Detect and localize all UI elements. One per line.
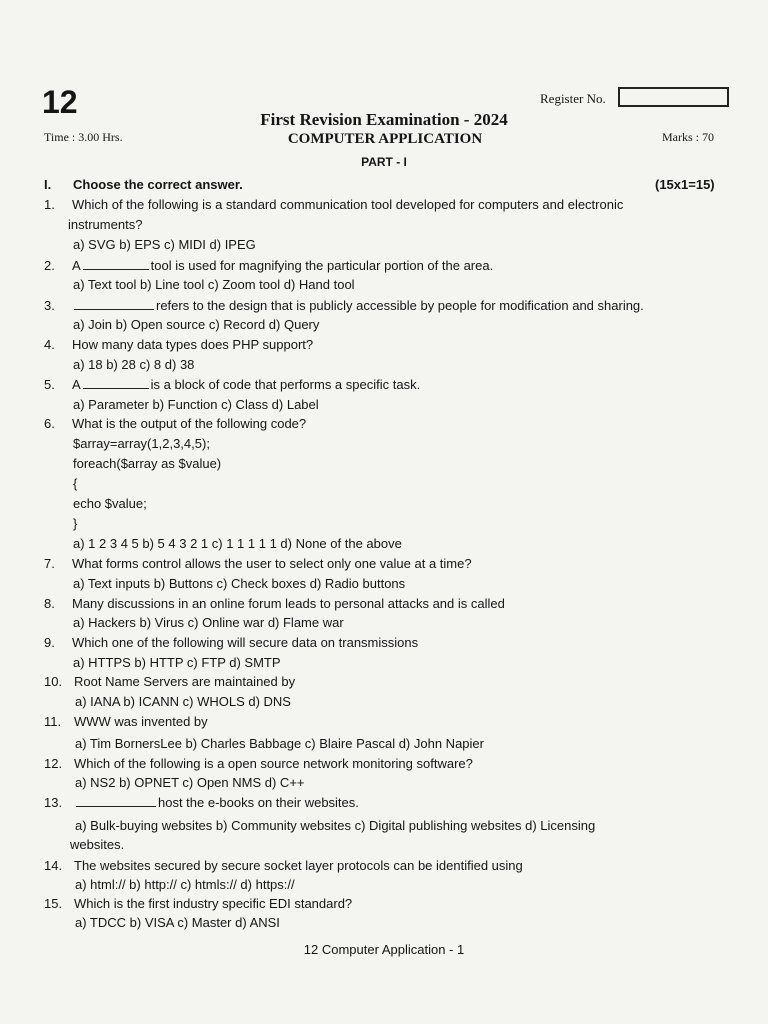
question-number: 8. <box>44 596 55 611</box>
answer-options: a) Parameter b) Function c) Class d) Label <box>73 397 319 412</box>
question-number: 7. <box>44 556 55 571</box>
code-line: $array=array(1,2,3,4,5); <box>73 436 210 451</box>
part-heading: PART - I <box>361 155 407 169</box>
question-number: 6. <box>44 416 55 431</box>
question-number: 15. <box>44 896 63 911</box>
answer-blank <box>74 299 154 310</box>
section-marks: (15x1=15) <box>655 177 715 192</box>
answer-options: a) Bulk-buying websites b) Community websites c) Digital publishing websites d) Licensing <box>75 818 596 833</box>
question-number: 11. <box>44 714 62 729</box>
question-text: WWW was invented by <box>74 714 208 729</box>
question-number: 1. <box>44 197 55 212</box>
answer-options: a) Join b) Open source c) Record d) Query <box>73 317 320 332</box>
page-footer: 12 Computer Application - 1 <box>303 942 465 957</box>
answer-options: a) Text tool b) Line tool c) Zoom tool d) Hand tool <box>73 277 355 292</box>
code-line: foreach($array as $value) <box>73 456 222 471</box>
register-number-box <box>618 87 729 107</box>
grade-number: 12 <box>42 84 78 120</box>
question-text: Root Name Servers are maintained by <box>74 674 296 689</box>
question-number: 3. <box>44 298 55 313</box>
code-line: echo $value; <box>73 496 147 511</box>
question-text: Which one of the following will secure data on transmissions <box>72 635 419 650</box>
question-number: 14. <box>44 858 63 873</box>
register-label: Register No. <box>540 91 606 106</box>
exam-title: First Revision Examination - 2024 <box>260 110 508 129</box>
answer-options: a) TDCC b) VISA c) Master d) ANSI <box>75 915 280 930</box>
answer-blank <box>83 259 149 270</box>
question-text: How many data types does PHP support? <box>72 337 314 352</box>
question-number: 10. <box>44 674 63 689</box>
question-text: The websites secured by secure socket layer protocols can be identified using <box>74 858 523 873</box>
answer-options: a) SVG b) EPS c) MIDI d) IPEG <box>73 237 256 252</box>
answer-options: a) html:// b) http:// c) htmls:// d) https:// <box>75 877 295 892</box>
answer-options: a) 1 2 3 4 5 b) 5 4 3 2 1 c) 1 1 1 1 1 d) None of the above <box>73 536 402 551</box>
question-number: 13. <box>44 795 63 810</box>
exam-time: Time : 3.00 Hrs. <box>44 130 123 144</box>
question-text: What forms control allows the user to select only one value at a time? <box>72 556 472 571</box>
answer-blank <box>83 378 149 389</box>
answer-options-continued: websites. <box>70 837 125 852</box>
section-number: I. <box>44 177 52 192</box>
question-text: A tool is used for magnifying the particular portion of the area. <box>72 258 494 273</box>
question-text: Many discussions in an online forum leads to personal attacks and is called <box>72 596 505 611</box>
answer-options: a) IANA b) ICANN c) WHOLS d) DNS <box>75 694 291 709</box>
question-number: 2. <box>44 258 55 273</box>
answer-options: a) Hackers b) Virus c) Online war d) Flame war <box>73 615 344 630</box>
code-line: { <box>73 476 78 491</box>
exam-marks: Marks : 70 <box>662 130 714 144</box>
answer-blank <box>76 796 156 807</box>
answer-options: a) HTTPS b) HTTP c) FTP d) SMTP <box>73 655 281 670</box>
question-number: 4. <box>44 337 55 352</box>
question-text: host the e-books on their websites. <box>74 795 359 810</box>
question-number: 9. <box>44 635 55 650</box>
question-text: Which of the following is a open source network monitoring software? <box>74 756 473 771</box>
answer-options: a) Tim BornersLee b) Charles Babbage c) Blaire Pascal d) John Napier <box>75 736 484 751</box>
code-line: } <box>73 516 78 531</box>
question-text: instruments? <box>68 217 143 232</box>
question-text: Which is the first industry specific EDI standard? <box>74 896 353 911</box>
question-text: A is a block of code that performs a specific task. <box>72 377 421 392</box>
question-number: 12. <box>44 756 63 771</box>
question-text: Which of the following is a standard communication tool developed for computers and electronic <box>72 197 624 212</box>
answer-options: a) Text inputs b) Buttons c) Check boxes d) Radio buttons <box>73 576 406 591</box>
answer-options: a) 18 b) 28 c) 8 d) 38 <box>73 357 195 372</box>
answer-options: a) NS2 b) OPNET c) Open NMS d) C++ <box>75 775 305 790</box>
section-title: Choose the correct answer. <box>73 177 243 192</box>
question-text: refers to the design that is publicly accessible by people for modification and sharing. <box>72 298 644 313</box>
subject-title: COMPUTER APPLICATION <box>287 131 483 147</box>
question-number: 5. <box>44 377 55 392</box>
question-text: What is the output of the following code? <box>72 416 307 431</box>
